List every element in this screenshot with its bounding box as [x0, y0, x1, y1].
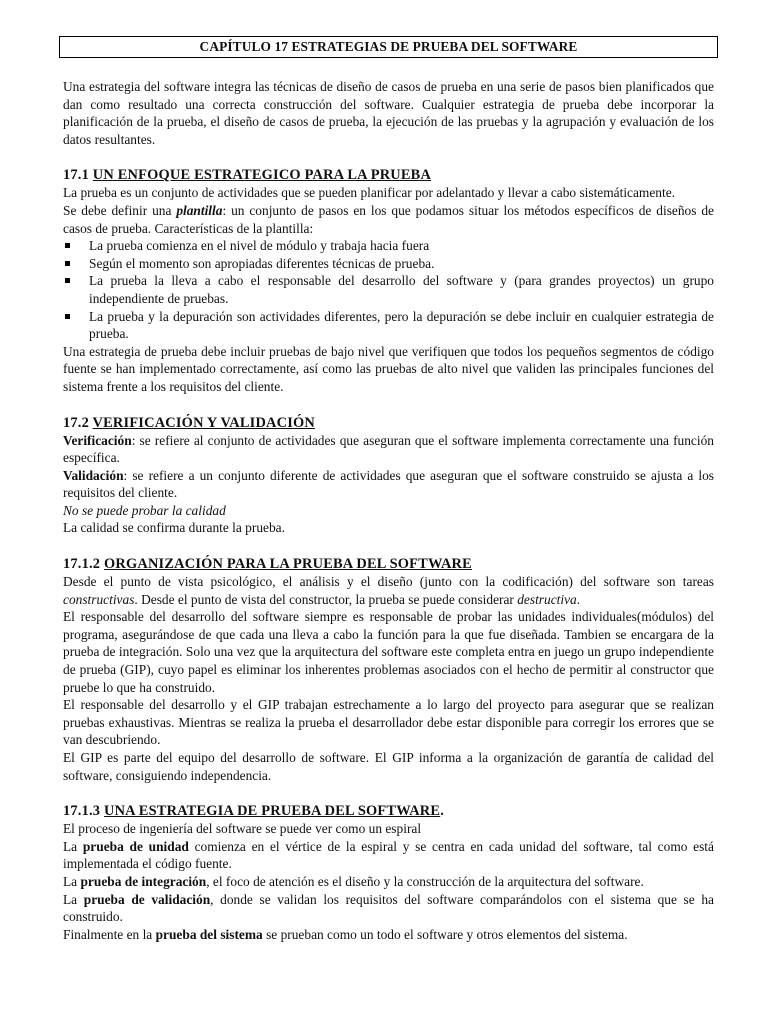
intro-paragraph: Una estrategia del software integra las técnicas de diseño de casos de prueba en una serie de pasos bien planificados que dan como resultado una correcta construcción del software. Cualquier estrategia de prueba debe incorporar la planificación de la prueba, el diseño de casos de prueba, la ejecución de las pruebas y la agrupación y evaluación de los datos resultantes.	[63, 79, 714, 147]
list-item-text: La prueba la lleva a cabo el responsable del desarrollo del software y (para grandes proyectos) un grupo independiente de pruebas.	[89, 273, 714, 306]
text-run: Finalmente en la	[63, 926, 156, 942]
term-bold: prueba de integración	[80, 873, 207, 889]
paragraph: El GIP es parte del equipo del desarrollo de software. El GIP informa a la organización de garantía de calidad del software, consiguiendo independencia.	[63, 750, 714, 783]
section-title: UNA ESTRATEGIA DE PRUEBA DEL SOFTWARE	[103, 803, 441, 820]
bullet-list	[63, 237, 714, 343]
section-number: 17.1.3	[63, 803, 104, 820]
term-bold: prueba de validación	[83, 891, 211, 907]
list-item	[63, 255, 714, 273]
text-run: : se refiere al conjunto de actividades que aseguran que el software implementa correctamente una función específica.	[63, 432, 714, 466]
paragraph	[63, 873, 714, 891]
paragraph	[63, 432, 714, 467]
list-item	[63, 308, 714, 343]
term-bold: Validación	[63, 467, 124, 483]
document-page	[63, 36, 714, 943]
paragraph: El proceso de ingeniería del software se puede ver como un espiral	[63, 821, 422, 837]
section-heading-17-1-2	[63, 555, 714, 573]
list-item	[63, 237, 714, 255]
text-run: : un conjunto de pasos en los que podamos situar los métodos específicos de diseños de casos de prueba. Características de la plantilla:	[63, 202, 714, 236]
section-number: 17.1.2	[63, 556, 104, 573]
paragraph	[63, 926, 714, 944]
term-bold: Verificación	[63, 432, 132, 448]
paragraph: El responsable del desarrollo y el GIP trabajan estrechamente a lo largo del proyecto para asegurar que se realizan pruebas exhaustivas. Mientras se realiza la prueba el desarrollador debe estar disponible para corregir los errores que se van descubriendo.	[63, 697, 714, 748]
text-run: .	[576, 591, 581, 607]
text-run: , donde se validan los requisitos del software comparándolos con el sistema que se ha construido.	[63, 891, 714, 925]
section-title: VERIFICACIÓN Y VALIDACIÓN	[92, 414, 316, 431]
text-run: comienza en el vértice de la espiral y se centra en cada unidad del software, tal como está implementada el código fuente.	[63, 838, 714, 872]
italic-line: No se puede probar la calidad	[63, 502, 226, 518]
text-run: Desde el punto de vista psicológico, el análisis y el diseño (junto con la codificación) del software son tareas	[63, 574, 714, 590]
paragraph	[63, 502, 714, 520]
list-item-text: La prueba comienza en el nivel de módulo y trabaja hacia fuera	[89, 238, 430, 254]
italic-term: constructivas	[63, 591, 135, 607]
section-heading-17-1	[63, 166, 714, 184]
paragraph	[63, 467, 714, 502]
text-run: La	[63, 873, 81, 889]
paragraph: Una estrategia de prueba debe incluir pruebas de bajo nivel que verifiquen que todos los pequeños segmentos de código fuente se han implementado correctamente, así como las pruebas de alto nivel que validen las principales funciones del sistema frente a los requisitos del cliente.	[63, 343, 714, 394]
section-title-end: .	[440, 803, 444, 820]
text-run: : se refiere a un conjunto diferente de actividades que aseguran que el software construido se ajusta a los requisitos del cliente.	[63, 467, 714, 501]
paragraph: El responsable del desarrollo del software siempre es responsable de probar las unidades individuales(módulos) del programa, asegurándose de que cada una lleva a cabo la función para la que fue diseñada. Tambien se encargara de la prueba de integración. Solo una vez que la arquitectura del software este completa entra en juego un grupo independiente de prueba (GIP), cuyo papel es eliminar los inherentes problemas asociados con el hecho de permitir al constructor que pruebe lo que ha construido.	[63, 609, 714, 695]
paragraph	[63, 891, 714, 926]
section-number: 17.1	[63, 167, 93, 184]
paragraph	[63, 202, 714, 237]
section-title: ORGANIZACIÓN PARA LA PRUEBA DEL SOFTWARE	[103, 556, 472, 573]
section-title: UN ENFOQUE ESTRATEGICO PARA LA PRUEBA	[92, 167, 432, 184]
list-item-text: La prueba y la depuración son actividades diferentes, pero la depuración se debe incluir en cualquier estrategia de prueba.	[89, 308, 714, 342]
text-run: La	[63, 838, 83, 854]
italic-term: destructiva	[517, 591, 577, 607]
text-run: La	[63, 891, 84, 907]
chapter-title: CAPÍTULO 17 ESTRATEGIAS DE PRUEBA DEL SOFTWARE	[59, 36, 718, 58]
list-item-text: Según el momento son apropiadas diferentes técnicas de prueba.	[89, 255, 435, 271]
text-run: Se debe definir una	[63, 202, 177, 218]
text-run: , el foco de atención es el diseño y la construcción de la arquitectura del software.	[206, 873, 644, 889]
term-bold: prueba del sistema	[155, 926, 263, 942]
paragraph	[63, 838, 714, 873]
paragraph: La calidad se confirma durante la prueba.	[63, 520, 285, 536]
section-heading-17-2	[63, 414, 714, 432]
section-heading-17-1-3	[63, 802, 714, 820]
paragraph	[63, 573, 714, 608]
paragraph: La prueba es un conjunto de actividades que se pueden planificar por adelantado y llevar a cabo sistemáticamente.	[63, 185, 676, 201]
section-number: 17.2	[63, 414, 93, 431]
list-item	[63, 272, 714, 307]
term-bold: prueba de unidad	[82, 838, 189, 854]
text-run: se prueban como un todo el software y otros elementos del sistema.	[262, 926, 628, 942]
emphasis-term: plantilla	[176, 202, 223, 218]
text-run: . Desde el punto de vista del constructor, la prueba se puede considerar	[134, 591, 518, 607]
